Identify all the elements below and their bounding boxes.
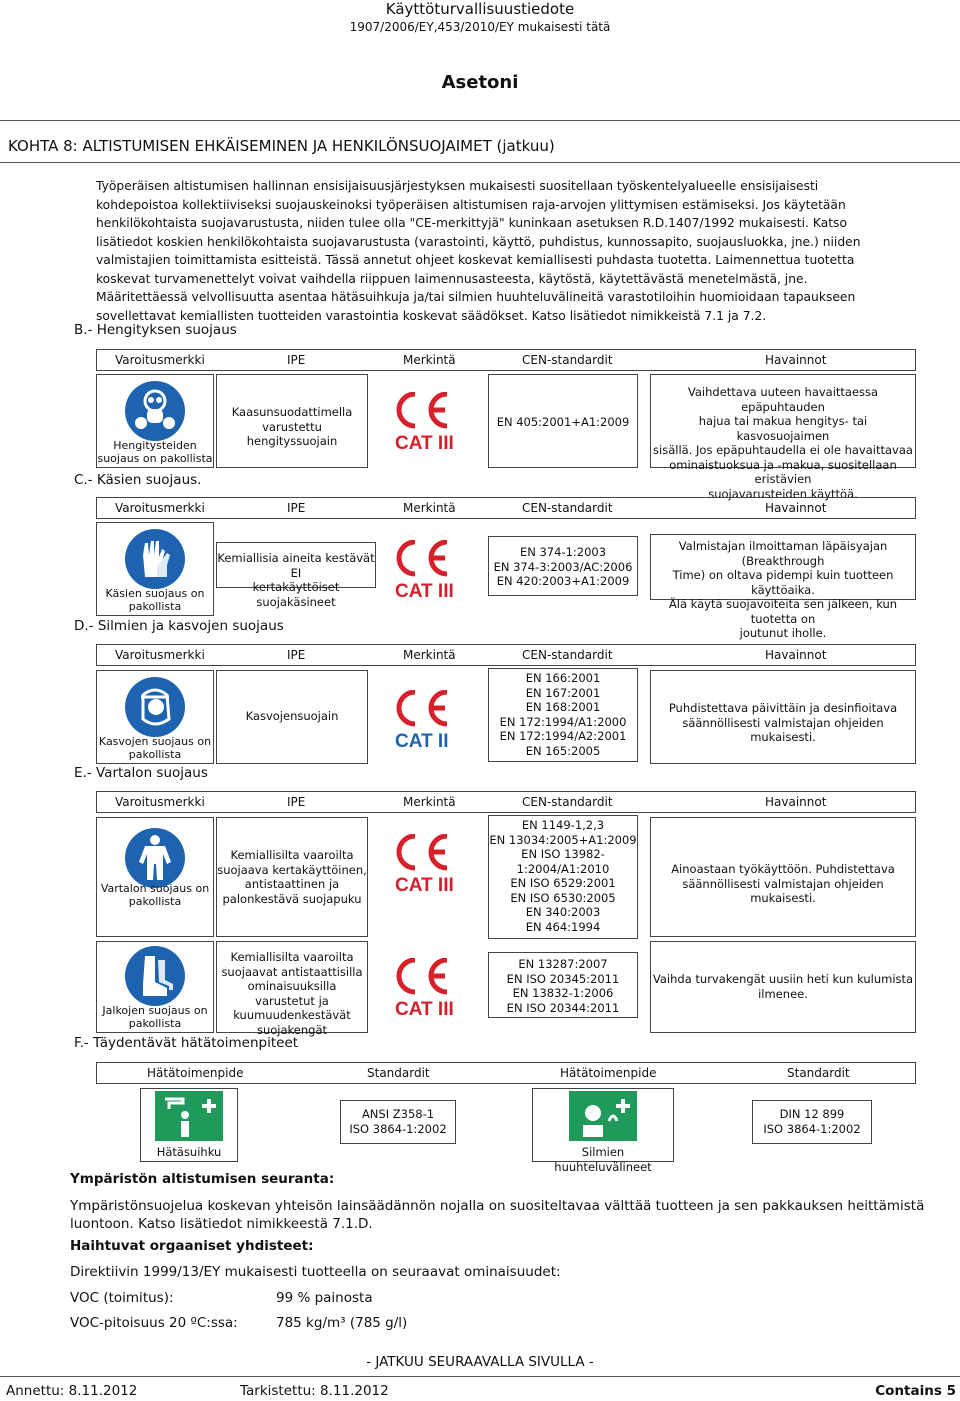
emergency-label: Hätäsuihku — [156, 1145, 222, 1159]
ipe-cell: Kemiallisia aineita kestävät EI kertakäyttöiset suojakäsineet — [216, 542, 376, 588]
intro-text: Työperäisen altistumisen hallinnan ensisijaisuusjärjestyksen mukaisesti suositellaan työskentelyalueelle ensisijaisesti kohdepoistoa kollektiiviseksi suojauskeinoksi työperäisen altistumisen raja-arvojen ylittymisen estämiseksi. Jos käytetään henkilökohtaista suojavarustusta, niiden tulee olla "CE-merkittyjä" kuninkaan asetuksen R.D.1407/1992 mukaisesti. Katso lisätiedot koskien henkilökohtaista suojavarustusta (varastointi, käyttö, puhdistus, kunnossapito, suojausluokka, jne.) niiden valmistajien toimittamista esitteistä. Tässä annetut ohjeet koskevat kemiallisesti puhdasta tuotetta. Laimennettua tuotetta koskevat turvamenettelyt voivat vaihdella riippuen laimennusasteesta, käytöstä, käytettävästä menetelmästä, jne. Määritettäessä velvollisuutta asentaa hätäsuihkuja ja/tai silmien huuhteluvälineitä varastotiloihin huomioidaan tapaukseen sovellettavat kemiallisten tuotteiden varastointia koskevat säädökset. Katso lisätiedot nimikkeistä 7.1 ja 7.2. — [96, 179, 861, 323]
gloves-icon — [123, 527, 187, 591]
notes-cell: Vaihda turvakengät uusiin heti kun kulumista ilmenee. — [650, 941, 916, 1033]
standards-cell: EN 166:2001 EN 167:2001 EN 168:2001 EN 172:1994/A1:2000 EN 172:1994/A2:2001 EN 165:2005 — [488, 668, 638, 762]
notes-cell: Vaihdettava uuteen havaittaessa epäpuhtauden hajua tai makua hengitys- tai kasvosuojaimen sisällä. Jos epäpuhtaudella ei ole havaittavaa ominaistuoksua ja -makua, suositellaan eristävien suojavarusteiden käyttöä. — [650, 374, 916, 468]
table-header: Varoitusmerkki IPE Merkintä CEN-standardit Havainnot — [96, 349, 916, 371]
table-header: Varoitusmerkki IPE Merkintä CEN-standardit Havainnot — [96, 791, 916, 813]
ce-marking — [395, 958, 475, 1023]
sign-label: Käsien suojaus on pakollista — [105, 587, 205, 613]
reviewed-date: Tarkistettu: 8.11.2012 — [240, 1383, 389, 1399]
voc-intro: Direktiivin 1999/13/EY mukaisesti tuotteella on seuraavat ominaisuudet: — [70, 1264, 561, 1280]
ce-mark-icon — [395, 958, 471, 996]
eyewash-icon — [569, 1091, 637, 1141]
issued-date: Annettu: 8.11.2012 — [6, 1383, 138, 1399]
voc-heading: Haihtuvat orgaaniset yhdisteet: — [70, 1238, 314, 1254]
ipe-cell: Kemiallisilta vaaroilta suojaava kertakäyttöinen, antistaattinen ja palonkestävä suojapuku — [216, 817, 368, 937]
respirator-mask-icon — [123, 379, 187, 443]
emergency-label: Silmien huuhteluvälineet — [554, 1145, 652, 1174]
sign-cell — [96, 670, 214, 764]
document-subtitle: 1907/2006/EY,453/2010/EY mukaisesti tätä — [349, 20, 611, 34]
emergency-sign-cell — [140, 1088, 238, 1162]
emergency-shower-icon — [155, 1091, 223, 1141]
ce-mark-icon — [395, 540, 471, 578]
ce-mark-icon — [395, 690, 471, 728]
voc-label: VOC (toimitus): — [70, 1290, 174, 1306]
safety-boots-icon — [123, 944, 187, 1008]
voc-value: 99 % painosta — [276, 1290, 373, 1306]
sign-cell — [96, 522, 214, 616]
ipe-cell: Kaasunsuodattimella varustettu hengityssuojain — [216, 374, 368, 468]
notes-cell: Puhdistettava päivittäin ja desinfioitava säännöllisesti valmistajan ohjeiden mukaisesti. — [650, 670, 916, 764]
face-shield-icon — [123, 675, 187, 739]
ipe-cell: Kemiallisilta vaaroilta suojaavat antistaattisilla ominaisuuksilla varustetut ja kuumuudenkestävät suojakengät — [216, 941, 368, 1033]
divider — [0, 1376, 960, 1377]
sign-label: Vartalon suojaus on pakollista — [100, 882, 210, 908]
subsection-heading: E.- Vartalon suojaus — [74, 765, 208, 781]
voc-label: VOC-pitoisuus 20 ºC:ssa: — [70, 1315, 238, 1331]
subsection-heading: C.- Käsien suojaus. — [74, 472, 202, 488]
standards-cell: EN 1149-1,2,3 EN 13034:2005+A1:2009 EN ISO 13982- 1:2004/A1:2010 EN ISO 6529:2001 EN ISO 6530:2005 EN 340:2003 EN 464:1994 — [488, 815, 638, 939]
sign-cell — [96, 817, 214, 937]
category-label: CAT III — [395, 875, 454, 896]
subsection-heading: D.- Silmien ja kasvojen suojaus — [74, 618, 284, 634]
continue-note: - JATKUU SEURAAVALLA SIVULLA - — [366, 1354, 594, 1370]
category-label: CAT II — [395, 731, 449, 752]
table-header: Varoitusmerkki IPE Merkintä CEN-standardit Havainnot — [96, 644, 916, 666]
notes-cell: Ainoastaan työkäyttöön. Puhdistettava säännöllisesti valmistajan ohjeiden mukaisesti. — [650, 817, 916, 937]
sign-label: Kasvojen suojaus on pakollista — [98, 735, 212, 761]
category-label: CAT III — [395, 999, 454, 1020]
table-header: Varoitusmerkki IPE Merkintä CEN-standardit Havainnot — [96, 497, 916, 519]
sign-cell — [96, 374, 214, 468]
protective-suit-icon — [123, 826, 187, 890]
page-count: Contains 5 — [875, 1383, 956, 1399]
emergency-standards-cell: ANSI Z358-1 ISO 3864-1:2002 — [340, 1100, 456, 1144]
ce-mark-icon — [395, 834, 471, 872]
standards-cell: EN 13287:2007 EN ISO 20345:2011 EN 13832-1:2006 EN ISO 20344:2011 — [488, 952, 638, 1018]
ce-marking — [395, 690, 475, 755]
environment-text: Ympäristönsuojelua koskevan yhteisön lainsäädännön nojalla on suositeltavaa välttää tuotteen ja sen pakkauksen heittämistä luontoon. Katso lisätiedot nimikkeestä 7.1.D. — [70, 1198, 925, 1232]
sign-cell — [96, 941, 214, 1033]
ce-marking — [395, 834, 475, 899]
subsection-heading: F.- Täydentävät hätätoimenpiteet — [74, 1035, 299, 1051]
section-title: KOHTA 8: ALTISTUMISEN EHKÄISEMINEN JA HENKILÖNSUOJAIMET (jatkuu) — [8, 137, 555, 155]
notes-cell: Valmistajan ilmoittaman läpäisyajan (Breakthrough Time) on oltava pidempi kuin tuotteen käyttöaika. Älä käytä suojavoiteita sen jälkeen, kun tuotetta on joutunut iholle. — [650, 534, 916, 600]
document-title: Käyttöturvallisuustiedote — [385, 0, 575, 18]
emergency-sign-cell — [532, 1088, 674, 1174]
ce-marking — [395, 392, 475, 457]
sign-label: Hengitysteiden suojaus on pakollista — [97, 439, 213, 465]
sign-label: Jalkojen suojaus on pakollista — [102, 1004, 208, 1030]
category-label: CAT III — [395, 581, 454, 602]
standards-cell: EN 405:2001+A1:2009 — [488, 374, 638, 468]
voc-value: 785 kg/m³ (785 g/l) — [276, 1315, 408, 1331]
divider — [0, 120, 960, 121]
environment-heading: Ympäristön altistumisen seuranta: — [70, 1171, 335, 1187]
standards-cell: EN 374-1:2003 EN 374-3:2003/AC:2006 EN 420:2003+A1:2009 — [488, 536, 638, 596]
ce-marking — [395, 540, 475, 605]
subsection-heading: B.- Hengityksen suojaus — [74, 322, 237, 338]
product-name: Asetoni — [441, 72, 519, 93]
ipe-cell: Kasvojensuojain — [216, 670, 368, 764]
table-header: Hätätoimenpide Standardit Hätätoimenpide Standardit — [96, 1062, 916, 1084]
category-label: CAT III — [395, 433, 454, 454]
ce-mark-icon — [395, 392, 471, 430]
emergency-standards-cell: DIN 12 899 ISO 3864-1:2002 — [752, 1100, 872, 1144]
divider — [0, 162, 960, 163]
